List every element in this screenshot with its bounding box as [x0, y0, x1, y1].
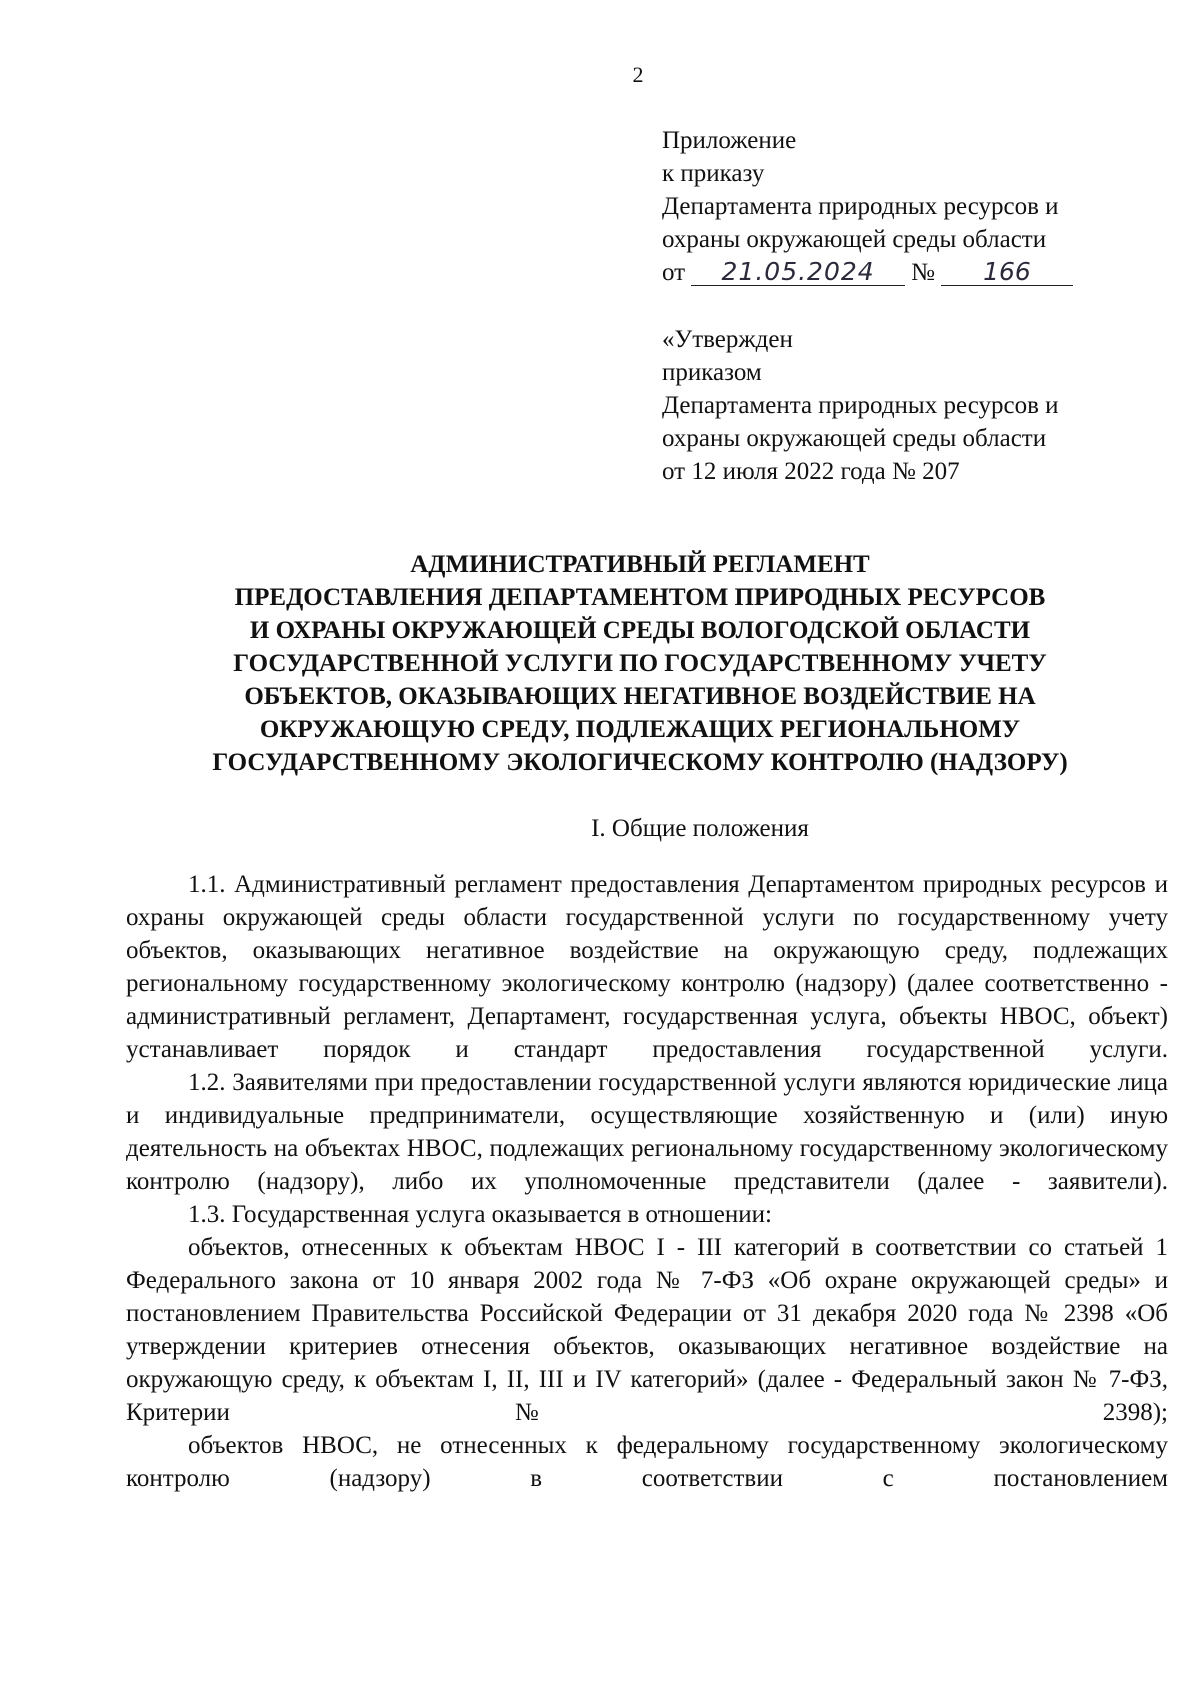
handwritten-date: 21.05.2024: [691, 257, 905, 286]
approved-block: [662, 323, 1142, 488]
title-line: ГОСУДАРСТВЕННОЙ УСЛУГИ ПО ГОСУДАРСТВЕННОМУ УЧЕТУ: [233, 650, 1047, 677]
title-line: АДМИНИСТРАТИВНЫЙ РЕГЛАМЕНТ: [410, 551, 870, 578]
approved-line: приказом: [662, 359, 762, 386]
annex-line: Приложение: [662, 127, 797, 154]
handwritten-number: 166: [941, 257, 1073, 286]
title-line: ПРЕДОСТАВЛЕНИЯ ДЕПАРТАМЕНТОМ ПРИРОДНЫХ РЕСУРСОВ: [234, 584, 1046, 611]
paragraph: объектов, отнесенных к объектам НВОС I - III категорий в соответствии со статьей 1 Федерального закона от 10 января 2002 года № 7-ФЗ «Об охране окружающей среды» и постановлением Правительства Российской Федерации от 31 декабря 2020 года № 2398 «Об утверждении критериев отнесения объектов, оказывающих негативное воздействие на окружающую среду, к объектам I, II, III и IV категорий» (далее - Федеральный закон № 7-ФЗ, Критерии № 2398);: [126, 1234, 1168, 1426]
title-line: И ОХРАНЫ ОКРУЖАЮЩЕЙ СРЕДЫ ВОЛОГОДСКОЙ ОБЛАСТИ: [249, 617, 1031, 644]
page-number: 2: [632, 62, 644, 87]
paragraph: 1.1. Административный регламент предоставления Департаментом природных ресурсов и охраны окружающей среды области государственной услуги по государственному учету объектов, оказывающих негативное воздействие на окружающую среду, подлежащих региональному государственному экологическому контролю (надзору) (далее соответственно - административный регламент, Департамент, государственная услуга, объекты НВОС, объект) устанавливает порядок и стандарт предоставления государственной услуги.: [126, 871, 1168, 1063]
document-title: [150, 548, 1130, 779]
title-line: ГОСУДАРСТВЕННОМУ ЭКОЛОГИЧЕСКОМУ КОНТРОЛЮ (НАДЗОРУ): [212, 749, 1068, 776]
approved-line: от 12 июля 2022 года № 207: [662, 458, 960, 485]
annex-date-prefix: от: [662, 259, 686, 286]
approved-line: охраны окружающей среды области: [662, 425, 1047, 452]
document-body: [126, 868, 1168, 1495]
section-heading: I. Общие положения: [591, 815, 809, 842]
paragraph: объектов НВОС, не отнесенных к федеральному государственному экологическому контролю (надзору) в соответствии с постановлением: [126, 1432, 1168, 1492]
title-line: ОБЪЕКТОВ, ОКАЗЫВАЮЩИХ НЕГАТИВНОЕ ВОЗДЕЙСТВИЕ НА: [244, 683, 1036, 710]
title-line: ОКРУЖАЮЩУЮ СРЕДУ, ПОДЛЕЖАЩИХ РЕГИОНАЛЬНОМУ: [259, 716, 1021, 743]
paragraph: 1.2. Заявителями при предоставлении государственной услуги являются юридические лица и индивидуальные предприниматели, осуществляющие хозяйственную и (или) иную деятельность на объектах НВОС, подлежащих региональному государственному экологическому контролю (надзору), либо их уполномоченные представители (далее - заявители).: [126, 1069, 1168, 1195]
approved-line: «Утвержден: [662, 326, 793, 353]
annex-block: [662, 124, 1142, 289]
paragraph: 1.3. Государственная услуга оказывается в отношении:: [188, 1201, 772, 1228]
approved-line: Департамента природных ресурсов и: [662, 392, 1059, 419]
annex-line: Департамента природных ресурсов и: [662, 193, 1059, 220]
annex-line: охраны окружающей среды области: [662, 226, 1047, 253]
number-sign: №: [911, 259, 935, 286]
annex-line: к приказу: [662, 160, 765, 187]
annex-date-line: [662, 256, 1142, 289]
